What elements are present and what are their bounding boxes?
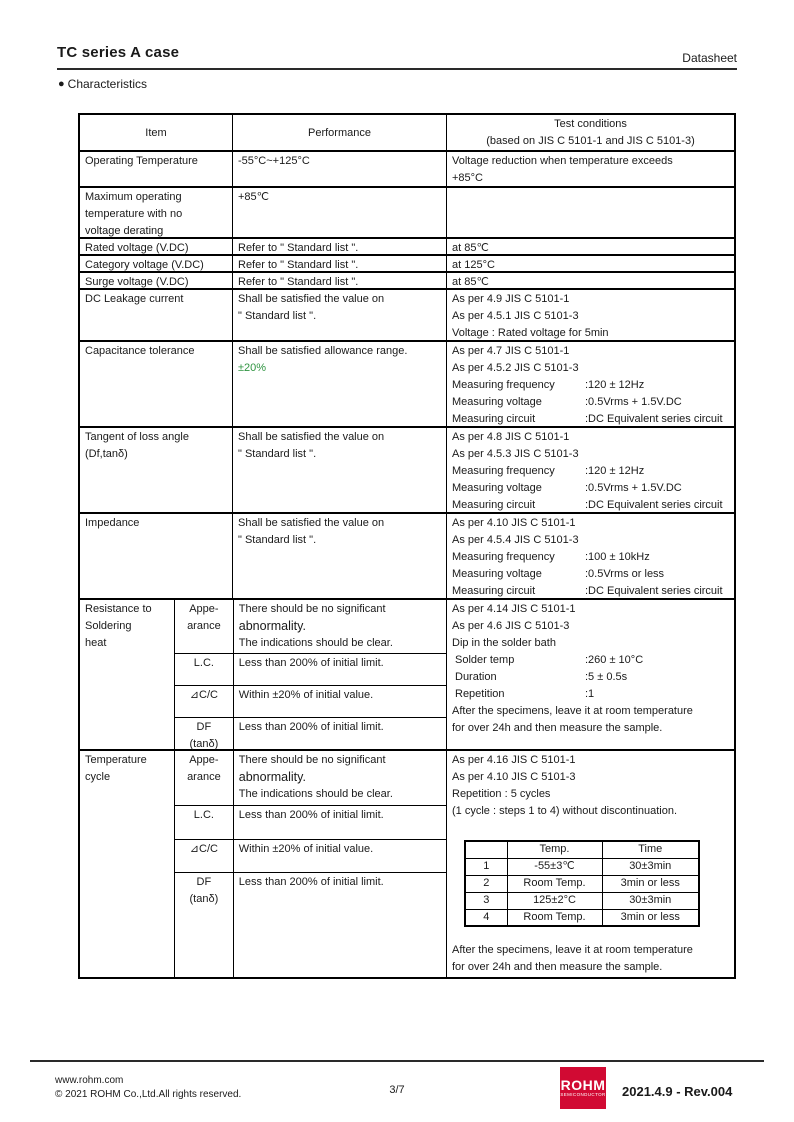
text-line: As per 4.5.2 JIS C 5101-3	[452, 362, 579, 374]
subrow-performance	[233, 718, 446, 749]
row-performance: Refer to " Standard list ".	[232, 273, 446, 288]
table-row-max-operating-temperature	[80, 186, 734, 237]
table-row-capacitance-tolerance	[80, 340, 734, 426]
text-line: " Standard list ".	[238, 534, 317, 546]
text-line: As per 4.10 JIS C 5101-3	[452, 771, 576, 783]
row-item: Rated voltage (V.DC)	[85, 242, 189, 254]
text-line: As per 4.10 JIS C 5101-1	[452, 517, 576, 529]
text-line: Voltage reduction when temperature exceeds	[452, 155, 673, 167]
row-item: DC Leakage current	[85, 293, 184, 305]
page-title: TC series A case	[57, 44, 180, 61]
text-line: Within ±20% of initial value.	[238, 843, 374, 855]
text-line: " Standard list ".	[238, 310, 317, 322]
copyright-text: © 2021 ROHM Co.,Ltd.All rights reserved.	[55, 1089, 242, 1100]
row-item	[80, 600, 174, 749]
text-line: Temperature	[85, 754, 147, 766]
row-test-conditions: at 85℃	[446, 239, 734, 254]
subrow-label: L.C.	[193, 809, 214, 821]
section-heading	[58, 77, 147, 91]
doc-type-label: Datasheet	[682, 51, 737, 65]
row-performance: Refer to " Standard list ".	[232, 256, 446, 271]
text-line: The indications should be clear.	[238, 788, 393, 800]
row-test-conditions	[446, 290, 734, 340]
measuring-pair: Measuring voltage :0.5Vrms + 1.5V.DC	[452, 396, 682, 408]
table-row-temperature-cycle	[80, 749, 734, 977]
row-performance	[232, 342, 446, 426]
row-test-conditions	[446, 428, 734, 512]
text-line: abnormality.	[238, 770, 306, 784]
subrow-appearance	[175, 600, 446, 653]
website-link[interactable]: www.rohm.com	[55, 1075, 124, 1086]
table-header-row	[80, 115, 734, 150]
row-performance: Refer to " Standard list ".	[232, 239, 446, 254]
text-line: As per 4.9 JIS C 5101-1	[452, 293, 570, 305]
text-line: Less than 200% of initial limit.	[238, 657, 384, 669]
header-divider	[57, 68, 737, 70]
text-line: As per 4.16 JIS C 5101-1	[452, 754, 576, 766]
subrow-lc	[175, 653, 446, 685]
steps-row: 2 Room Temp. 3min or less	[465, 875, 699, 892]
row-test-conditions	[446, 188, 734, 237]
text-line: " Standard list ".	[238, 448, 317, 460]
subrow-df	[175, 872, 446, 977]
text-line: As per 4.5.4 JIS C 5101-3	[452, 534, 579, 546]
text-line: Resistance to	[85, 603, 152, 615]
text-line: Maximum operating	[85, 191, 182, 203]
subrow-label: ⊿C/C	[189, 689, 218, 701]
subrow-performance	[233, 806, 446, 839]
row-item	[80, 428, 232, 512]
sub-rows	[174, 751, 446, 977]
subrow-df	[175, 717, 446, 749]
row-item: Surge voltage (V.DC)	[85, 276, 189, 288]
subrow-appearance	[175, 751, 446, 805]
text-line: Shall be satisfied allowance range.	[238, 345, 408, 357]
bullet-icon: ●	[58, 78, 65, 90]
measuring-pair: Measuring circuit :DC Equivalent series circuit	[452, 499, 723, 511]
row-item	[80, 188, 232, 237]
text-line: voltage derating	[85, 225, 164, 237]
text-line: for over 24h and then measure the sample.	[452, 961, 663, 973]
text-line: Shall be satisfied the value on	[238, 431, 385, 443]
text-line: (based on JIS C 5101-1 and JIS C 5101-3)	[486, 135, 695, 147]
subrow-delta-c	[175, 685, 446, 717]
text-line: After the specimens, leave it at room temperature	[452, 705, 693, 717]
section-title: Characteristics	[67, 77, 148, 91]
temperature-steps-table	[464, 840, 700, 927]
row-item: Capacitance tolerance	[85, 345, 195, 357]
row-test-conditions	[446, 514, 734, 598]
revision-label: 2021.4.9 - Rev.004	[622, 1084, 733, 1099]
text-line: heat	[85, 637, 107, 649]
measuring-pair: Measuring frequency :100 ± 10kHz	[452, 551, 650, 563]
steps-header-row: Temp. Time	[465, 841, 699, 858]
condition-pair: Duration :5 ± 0.5s	[455, 671, 628, 683]
tolerance-value: ±20%	[238, 362, 267, 374]
text-line: Repetition : 5 cycles	[452, 788, 551, 800]
characteristics-table	[78, 113, 736, 979]
text-line: There should be no significant	[238, 603, 386, 615]
table-row-dc-leakage-current	[80, 288, 734, 340]
subrow-performance	[233, 751, 446, 805]
subrow-label: ⊿C/C	[189, 843, 218, 855]
steps-row: 1 -55±3℃ 30±3min	[465, 858, 699, 875]
text-line: The indications should be clear.	[238, 637, 393, 649]
table-row-rated-voltage	[80, 237, 734, 254]
measuring-pair: Measuring circuit :DC Equivalent series circuit	[452, 585, 723, 597]
row-performance	[232, 514, 446, 598]
measuring-pair: Measuring voltage :0.5Vrms or less	[452, 568, 665, 580]
text-line: abnormality.	[238, 619, 306, 633]
row-item: Category voltage (V.DC)	[85, 259, 204, 271]
row-item	[80, 751, 174, 977]
col-header-item: Item	[145, 126, 167, 139]
text-line: As per 4.5.1 JIS C 5101-3	[452, 310, 579, 322]
text-line: Less than 200% of initial limit.	[238, 876, 384, 888]
row-test-conditions	[446, 152, 734, 186]
row-item: Impedance	[85, 517, 140, 529]
page-number: 3/7	[389, 1084, 405, 1096]
table-row-tangent-of-loss-angle	[80, 426, 734, 512]
subrow-delta-c	[175, 839, 446, 872]
text-line: Tangent of loss angle	[85, 431, 189, 443]
row-performance	[232, 290, 446, 340]
condition-pair: Repetition :1	[455, 688, 595, 700]
text-line: Less than 200% of initial limit.	[238, 721, 384, 733]
table-row-operating-temperature	[80, 150, 734, 186]
row-test-conditions	[446, 342, 734, 426]
subrow-label: DF (tanδ)	[189, 721, 219, 750]
text-line: As per 4.8 JIS C 5101-1	[452, 431, 570, 443]
table-row-surge-voltage	[80, 271, 734, 288]
subrow-label: Appe- arance	[187, 754, 221, 783]
text-line: Soldering	[85, 620, 132, 632]
measuring-pair: Measuring frequency :120 ± 12Hz	[452, 465, 645, 477]
text-line: temperature with no	[85, 208, 183, 220]
subrow-performance	[233, 600, 446, 653]
text-line: Within ±20% of initial value.	[238, 689, 374, 701]
text-line: Test conditions	[554, 118, 627, 130]
row-performance: -55°C~+125°C	[232, 152, 446, 186]
col-header-performance: Performance	[232, 115, 446, 150]
sub-rows	[174, 600, 446, 749]
table-row-category-voltage	[80, 254, 734, 271]
table-row-impedance	[80, 512, 734, 598]
measuring-pair: Measuring circuit :DC Equivalent series circuit	[452, 413, 723, 425]
subrow-label: L.C.	[193, 657, 214, 669]
text-line: As per 4.5.3 JIS C 5101-3	[452, 448, 579, 460]
text-line: Shall be satisfied the value on	[238, 517, 385, 529]
condition-pair: Solder temp :260 ± 10°C	[455, 654, 644, 666]
subrow-performance	[233, 686, 446, 717]
rohm-logo-text: ROHM	[560, 1077, 606, 1093]
row-performance: +85℃	[232, 188, 446, 237]
footer-divider	[30, 1060, 764, 1062]
row-test-conditions: at 125°C	[446, 256, 734, 271]
text-line: After the specimens, leave it at room temperature	[452, 944, 693, 956]
text-line: Shall be satisfied the value on	[238, 293, 385, 305]
text-line: (Df,tanδ)	[85, 448, 128, 460]
text-line: +85°C	[452, 172, 484, 184]
measuring-pair: Measuring voltage :0.5Vrms + 1.5V.DC	[452, 482, 682, 494]
text-line: (1 cycle : steps 1 to 4) without discontinuation.	[452, 805, 678, 817]
subrow-label: Appe- arance	[187, 603, 221, 632]
measuring-pair: Measuring frequency :120 ± 12Hz	[452, 379, 645, 391]
row-test-conditions: at 85℃	[446, 273, 734, 288]
subrow-performance	[233, 873, 446, 977]
steps-row: 4 Room Temp. 3min or less	[465, 909, 699, 926]
text-line: As per 4.7 JIS C 5101-1	[452, 345, 570, 357]
subrow-label: DF (tanδ)	[189, 876, 219, 905]
text-line: As per 4.6 JIS C 5101-3	[452, 620, 570, 632]
subrow-performance	[233, 654, 446, 685]
rohm-logo	[560, 1067, 606, 1109]
text-line: Less than 200% of initial limit.	[238, 809, 384, 821]
row-item: Operating Temperature	[85, 155, 198, 167]
text-line: cycle	[85, 771, 111, 783]
text-line: As per 4.14 JIS C 5101-1	[452, 603, 576, 615]
subrow-lc	[175, 805, 446, 839]
steps-row: 3 125±2°C 30±3min	[465, 892, 699, 909]
row-test-conditions	[446, 600, 734, 749]
rohm-logo-subtext: SEMICONDUCTOR	[560, 1092, 606, 1097]
text-line: Dip in the solder bath	[452, 637, 556, 649]
subrow-performance	[233, 840, 446, 872]
text-line: There should be no significant	[238, 754, 386, 766]
row-test-conditions	[446, 751, 734, 977]
col-header-test-conditions	[446, 115, 734, 150]
row-performance	[232, 428, 446, 512]
text-line: Voltage : Rated voltage for 5min	[452, 327, 609, 339]
table-row-resistance-to-soldering-heat	[80, 598, 734, 749]
text-line: for over 24h and then measure the sample.	[452, 722, 663, 734]
